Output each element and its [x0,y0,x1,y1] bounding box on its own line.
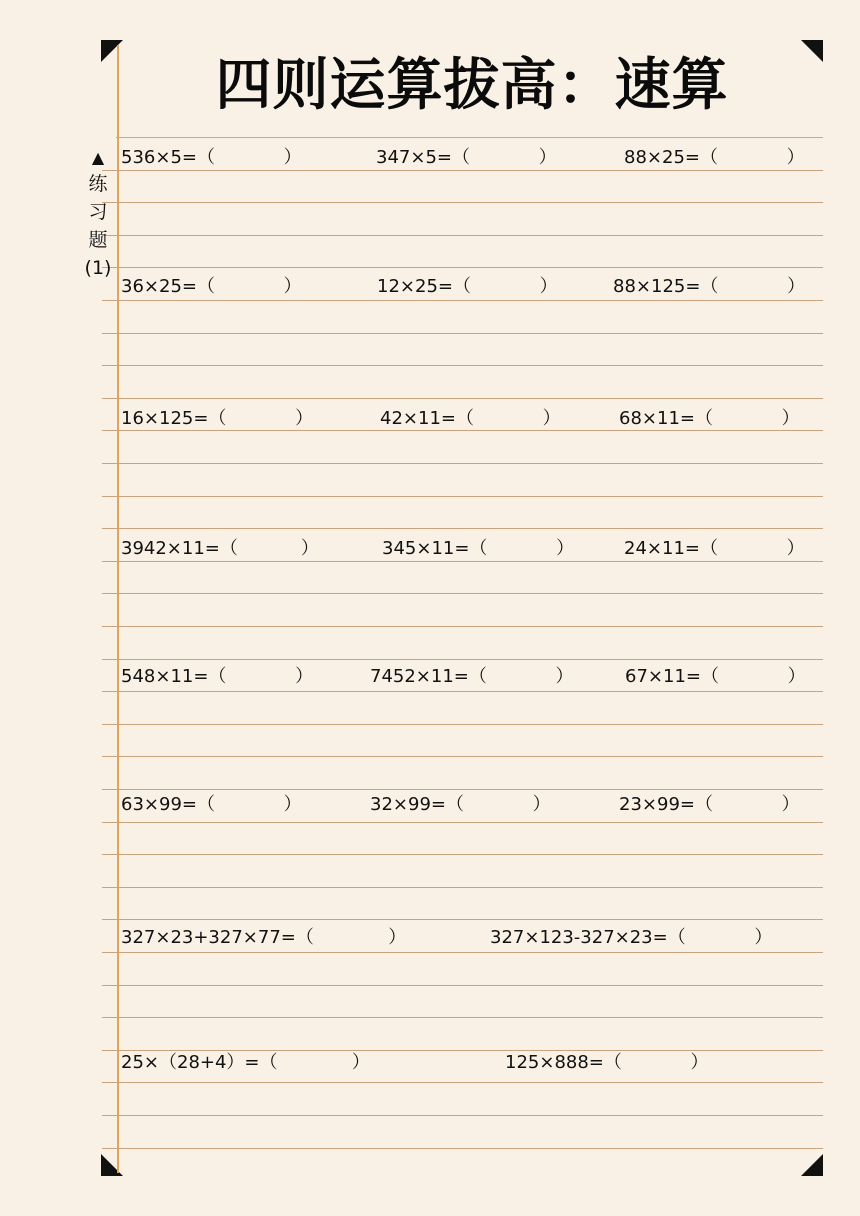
ruled-line [102,822,823,823]
ruled-line [102,626,823,627]
problem: 16×125=（ ） [121,408,314,429]
problem: 345×11=（ ） [382,538,575,559]
margin-line [117,45,119,1173]
ruled-line [102,854,823,855]
corner-mark-bottom-right [801,1154,823,1176]
ruled-line [102,1082,823,1083]
ruled-line [102,724,823,725]
ruled-line [102,1148,823,1149]
problem: 125×888=（ ） [505,1052,709,1073]
ruled-line [102,300,823,301]
ruled-line [102,235,823,236]
ruled-line [102,1017,823,1018]
ruled-line [102,202,823,203]
section-label-char: 练 [88,173,108,195]
problem: 68×11=（ ） [619,408,800,429]
problem: 548×11=（ ） [121,666,314,687]
problem: 32×99=（ ） [370,794,551,815]
section-label [82,146,114,282]
section-label-char: 题 [88,229,108,251]
problem: 7452×11=（ ） [370,666,574,687]
problem: 24×11=（ ） [624,538,805,559]
ruled-line [102,561,823,562]
ruled-line [102,333,823,334]
section-number: (1) [84,257,112,279]
ruled-line [102,593,823,594]
ruled-line [102,267,823,268]
problem: 88×125=（ ） [613,276,806,297]
problem: 327×123-327×23=（ ） [490,927,773,948]
ruled-line [102,1115,823,1116]
ruled-line [102,365,823,366]
problem: 63×99=（ ） [121,794,302,815]
ruled-line [102,952,823,953]
ruled-line [102,496,823,497]
problem: 536×5=（ ） [121,147,302,168]
problem: 327×23+327×77=（ ） [121,927,407,948]
ruled-line [102,659,823,660]
ruled-line [102,463,823,464]
section-label-char: 习 [88,201,108,223]
problem: 347×5=（ ） [376,147,557,168]
ruled-line [102,789,823,790]
ruled-line [102,919,823,920]
problem: 36×25=（ ） [121,276,302,297]
page-title: 四则运算拔高：速算 [215,53,729,118]
ruled-line [102,170,823,171]
ruled-line [116,137,823,138]
ruled-line [102,528,823,529]
ruled-line [102,756,823,757]
corner-mark-bottom-left [101,1154,123,1176]
problem: 25×（28+4）=（ ） [121,1052,370,1073]
ruled-line [102,985,823,986]
problem: 3942×11=（ ） [121,538,319,559]
ruled-line [102,887,823,888]
problem: 12×25=（ ） [377,276,558,297]
problem: 42×11=（ ） [380,408,561,429]
ruled-line [102,691,823,692]
problem: 67×11=（ ） [625,666,806,687]
ruled-line [102,398,823,399]
problem: 23×99=（ ） [619,794,800,815]
problem: 88×25=（ ） [624,147,805,168]
triangle-marker-icon: ▲ [91,148,105,167]
